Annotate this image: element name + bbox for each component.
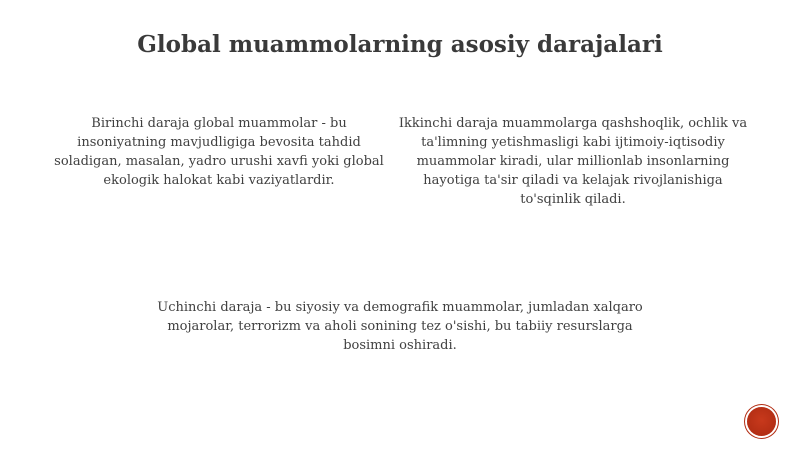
- paragraph-third-level: Uchinchi daraja - bu siyosiy va demografik muammolar, jumladan xalqaro mojarolar, terrorizm va aholi sonining tez o'sishi, bu tabiiy resurslarga bosimni oshiradi.: [157, 300, 643, 353]
- paragraph-second-level: Ikkinchi daraja muammolarga qashshoqlik, ochlik va ta'limning yetishmasligi kabi ijtimoiy-iqtisodiy muammolar kiradi, ular millionlab insonlarning hayotiga ta'sir qiladi va kelajak rivojlanishiga to'sqinlik qiladi.: [398, 116, 748, 207]
- red-circle-button-icon[interactable]: [747, 407, 776, 436]
- slide-title: Global muammolarning asosiy darajalari: [137, 31, 663, 58]
- paragraph-first-level: Birinchi daraja global muammolar - bu insoniyatning mavjudligiga bevosita tahdid soladigan, masalan, yadro urushi xavfi yoki global ekologik halokat kabi vaziyatlardir.: [54, 116, 384, 188]
